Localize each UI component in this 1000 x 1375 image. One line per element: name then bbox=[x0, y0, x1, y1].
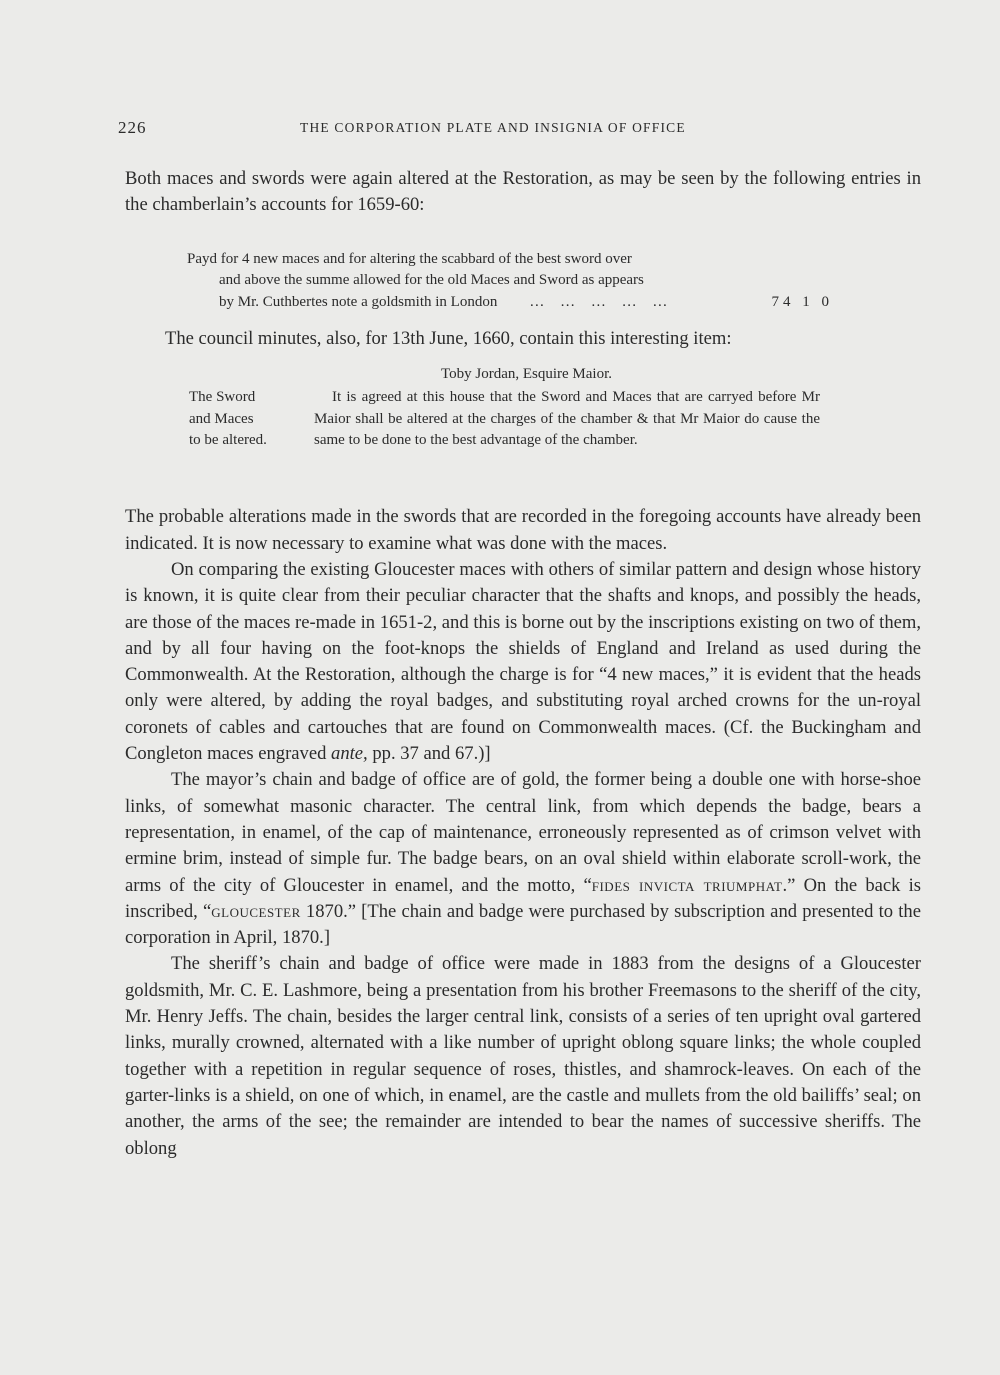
paragraph-council-minutes: The council minutes, also, for 13th June, 1660, contain this interesting item: bbox=[165, 328, 732, 350]
paragraph-sheriffs-chain: The sheriff’s chain and badge of office were made in 1883 from the designs of a Gloucester goldsmith, Mr. C. E. Lashmore, being a presentation from his brother Freemasons to the sheriff of the city, Mr. Henry Jeffs. The chain, besides the larger central link, consists of a series of ten upright oval gartered links, murally crowned, alternated with a like number of upright oblong square links; the whole coupled together with a repetition in regular sequence of roses, thistles, and shamrock-leaves. On each of the garter-links is a shield, on one of which, in enamel, are the castle and mullets from the old bailiffs’ seal; on another, the arms of the see; the remainder are intended to bear the names of successive sheriffs. The oblong bbox=[125, 953, 921, 1159]
text-run: 1870.” [The chain and badge were purchased by subscription and presented to the corporation in April, 1870.] bbox=[125, 900, 921, 949]
paragraph-comparing-maces bbox=[125, 557, 921, 767]
quote-line: and above the summe allowed for the old Maces and Sword as appears bbox=[219, 272, 644, 289]
text-run: pp. 37 and 67.)] bbox=[372, 743, 491, 765]
chamberlain-accounts-quote bbox=[187, 249, 833, 314]
quote-line: Payd for 4 new maces and for altering the scabbard of the best sword over bbox=[187, 250, 632, 267]
page-body bbox=[125, 166, 921, 1162]
ante-reference: ante, bbox=[331, 743, 368, 765]
text-run: On comparing the existing Gloucester maces with others of similar pattern and design whose history is known, it is quite clear from their peculiar character that the shafts and knops, and possibly the heads, are those of the maces re-made in 1651-2, and this is borne out by the inscriptions existing on two of them, and by all four having on the foot-knops the shields of England and Ireland as used during the Commonwealth. At the Restoration, although the charge is for “4 new maces,” it is evident that the heads only were altered, by adding the royal badges, and substituting royal arched crowns for the un-royal coronets of cables and cartouches that are found on Commonwealth maces. (Cf. the Buckingham and Congleton maces engraved bbox=[125, 558, 921, 765]
account-amount: 74 1 0 bbox=[771, 293, 833, 310]
paragraph-alterations: The probable alterations made in the swords that are recorded in the foregoing accounts have already been indicated. It is now necessary to examine what was done with the maces. bbox=[125, 506, 921, 554]
minutes-text bbox=[314, 387, 820, 452]
margin-note bbox=[189, 387, 299, 452]
margin-note-line: The Sword bbox=[189, 389, 256, 406]
quote-line-amount bbox=[187, 292, 833, 314]
margin-note-line: to be altered. bbox=[189, 432, 267, 449]
leader-dots: … … … … … bbox=[529, 293, 674, 310]
paragraph-mayors-chain bbox=[125, 767, 921, 951]
text-run: .” On the back is inscribed, “ bbox=[125, 874, 922, 922]
running-title: THE CORPORATION PLATE AND INSIGNIA OF OFFICE bbox=[300, 120, 686, 135]
council-minutes-quote bbox=[125, 364, 921, 482]
quote-line: by Mr. Cuthbertes note a goldsmith in London bbox=[219, 293, 498, 310]
text-run: The mayor’s chain and badge of office are of gold, the former being a double one with horse-shoe links, of somewhat masonic character. The central link, from which depends the badge, bears a representation, in enamel, of the cap of maintenance, erroneously represented as of crimson velvet with ermine brim, instead of simple fur. The badge bears, on an oval shield within elaborate scroll-work, the arms of the city of Gloucester in enamel, and the motto, “ bbox=[125, 769, 921, 896]
minutes-body: It is agreed at this house that the Sword and Maces that are carryed before Mr Maior shall be altered at the charges of the chamber & that Mr Maior do cause the same to be done to the best advantage of the chamber. bbox=[314, 389, 820, 449]
motto: fides invicta triumphat bbox=[591, 874, 783, 896]
page-number: 226 bbox=[118, 118, 147, 137]
paragraph-restoration: Both maces and swords were again altered at the Restoration, as may be seen by the following entries in the chamberlain’s accounts for 1659-60: bbox=[125, 168, 921, 216]
margin-note-line: and Maces bbox=[189, 410, 254, 427]
inscription: gloucester bbox=[211, 900, 301, 922]
page-header bbox=[118, 118, 918, 140]
minutes-heading: Toby Jordan, Esquire Maior. bbox=[441, 366, 613, 383]
